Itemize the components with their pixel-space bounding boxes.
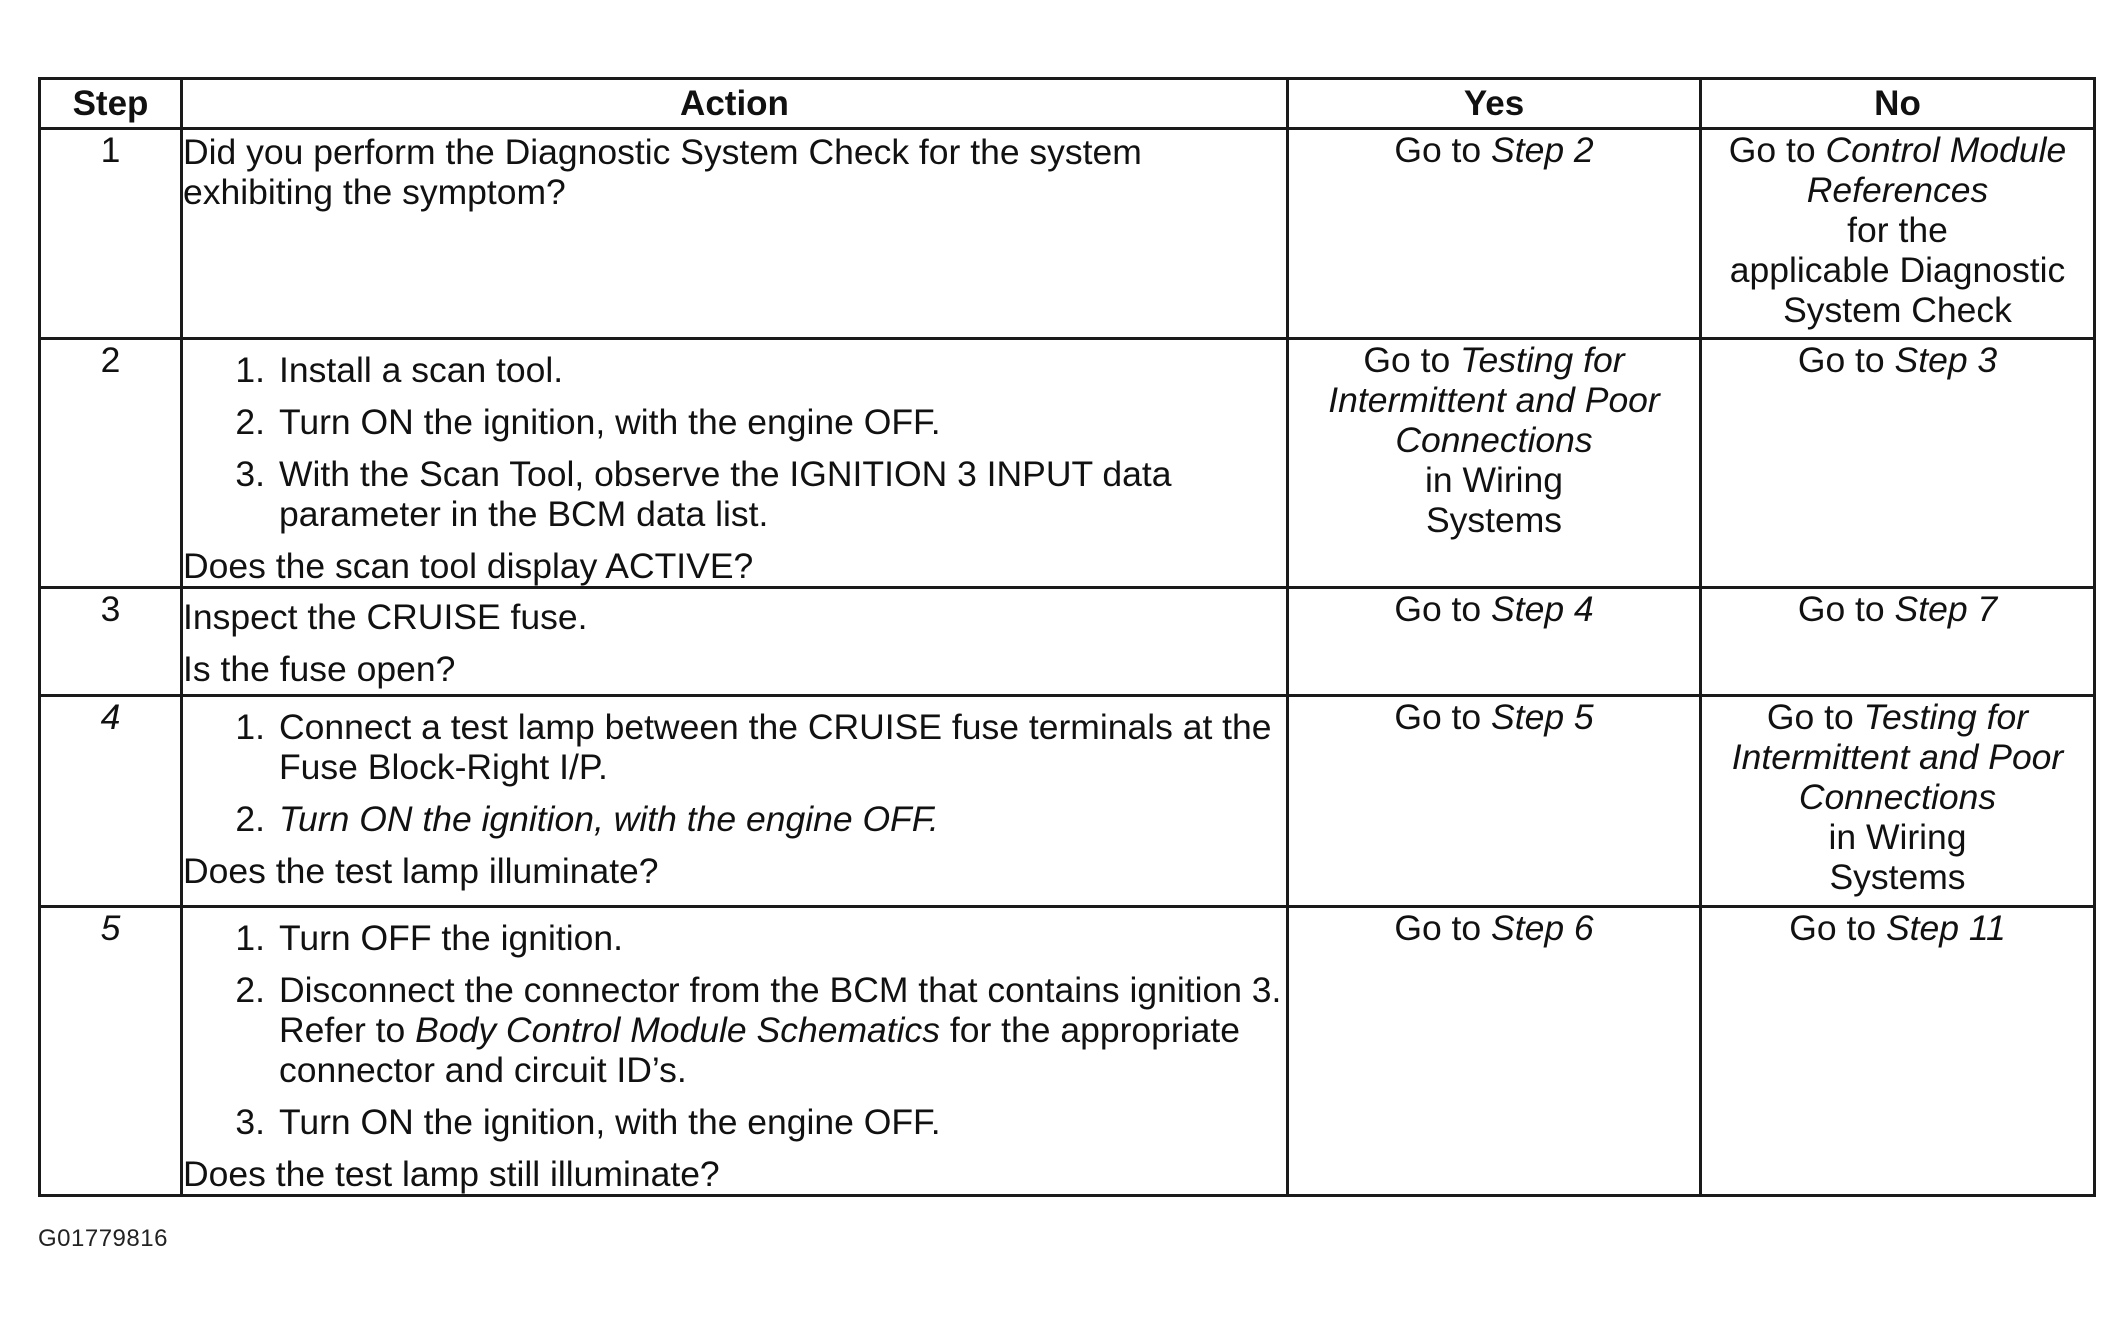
yes-prefix: Go to (1394, 908, 1492, 948)
list-text: Turn ON the ignition, with the engine OFF. (279, 799, 939, 839)
list-text (279, 970, 1286, 1090)
list-number: 1. (235, 707, 265, 747)
list-text: Install a scan tool. (279, 350, 564, 390)
yes-link[interactable]: Step 6 (1491, 908, 1594, 948)
no-text: for the (1847, 210, 1948, 250)
list-text: Connect a test lamp between the CRUISE fuse terminals at the Fuse Block-Right I/P. (279, 707, 1272, 787)
yes-cell (1288, 129, 1701, 339)
list-item (183, 970, 1286, 1090)
no-prefix: Go to (1797, 340, 1895, 380)
step-number: 5 (40, 907, 182, 1196)
list-item (183, 454, 1286, 534)
yes-text: Systems (1425, 500, 1563, 540)
no-cell (1701, 588, 2095, 696)
list-text-part: for the appropriate connector and circuit ID’s. (279, 1010, 1240, 1090)
procedure-list (183, 918, 1286, 1142)
no-link-cont[interactable]: Intermittent and Poor (1731, 737, 2064, 777)
list-number: 1. (235, 918, 265, 958)
no-cell (1701, 339, 2095, 588)
no-text: in Wiring (1828, 817, 1967, 857)
list-number: 3. (235, 454, 265, 494)
yes-cell (1288, 907, 1701, 1196)
list-text: Turn ON the ignition, with the engine OFF. (279, 402, 941, 442)
procedure-list (183, 350, 1286, 534)
yes-link-cont[interactable]: Intermittent and Poor (1328, 380, 1660, 420)
figure-id: G01779816 (38, 1225, 168, 1252)
header-no: No (1701, 79, 2095, 129)
yes-link[interactable]: Step 4 (1491, 589, 1594, 629)
list-text: Turn ON the ignition, with the engine OFF. (279, 1102, 941, 1142)
list-number: 2. (235, 970, 265, 1010)
no-link[interactable]: Step 7 (1894, 589, 1998, 629)
no-link[interactable]: Control Module (1825, 130, 2067, 170)
list-text: With the Scan Tool, observe the IGNITION 3 INPUT data parameter in the BCM data list. (279, 454, 1172, 534)
yes-prefix: Go to (1394, 130, 1492, 170)
action-cell (182, 696, 1288, 907)
no-cell (1701, 696, 2095, 907)
header-row (40, 79, 2095, 129)
yes-text: in Wiring (1424, 460, 1564, 500)
no-prefix: Go to (1728, 130, 1826, 170)
yes-link[interactable]: Testing for (1460, 340, 1625, 380)
no-link-cont[interactable]: References (1806, 170, 1989, 210)
no-prefix: Go to (1766, 697, 1864, 737)
no-cell (1701, 129, 2095, 339)
no-text: applicable Diagnostic (1729, 250, 2066, 290)
list-text: Turn OFF the ignition. (279, 918, 623, 958)
table-row (40, 339, 2095, 588)
table-row (40, 588, 2095, 696)
action-cell (182, 339, 1288, 588)
no-link[interactable]: Testing for (1863, 697, 2029, 737)
list-item (183, 918, 1286, 958)
action-cell (182, 129, 1288, 339)
step-number: 4 (40, 696, 182, 907)
list-number: 3. (235, 1102, 265, 1142)
table-row (40, 129, 2095, 339)
no-link[interactable]: Step 11 (1885, 908, 2006, 948)
list-item (183, 707, 1286, 787)
list-item (183, 350, 1286, 390)
step-number: 2 (40, 339, 182, 588)
action-text: Inspect the CRUISE fuse. (183, 597, 588, 637)
header-action: Action (182, 79, 1288, 129)
list-number: 2. (235, 799, 265, 839)
list-item (183, 402, 1286, 442)
step-number: 1 (40, 129, 182, 339)
no-link[interactable]: Step 3 (1894, 340, 1998, 380)
action-cell (182, 588, 1288, 696)
schematic-link[interactable]: Body Control Module Schematics (415, 1010, 941, 1050)
list-number: 2. (235, 402, 265, 442)
table-row (40, 696, 2095, 907)
no-text: Systems (1829, 857, 1966, 897)
header-yes: Yes (1288, 79, 1701, 129)
no-link-cont[interactable]: Connections (1798, 777, 1997, 817)
yes-prefix: Go to (1394, 697, 1492, 737)
question-text: Does the test lamp illuminate? (183, 851, 659, 891)
question-text: Is the fuse open? (183, 649, 456, 689)
procedure-list (183, 707, 1286, 839)
list-number: 1. (235, 350, 265, 390)
no-text: System Check (1783, 290, 2012, 330)
step-number: 3 (40, 588, 182, 696)
list-item (183, 1102, 1286, 1142)
yes-link[interactable]: Step 5 (1491, 697, 1594, 737)
action-text: Did you perform the Diagnostic System Check for the system exhibiting the symptom? (183, 132, 1142, 212)
yes-cell (1288, 696, 1701, 907)
no-prefix: Go to (1797, 589, 1895, 629)
list-text-part: Disconnect the connector from the BCM that contains ignition 3. Refer to (279, 970, 1282, 1050)
yes-cell (1288, 339, 1701, 588)
question-text: Does the scan tool display ACTIVE? (183, 546, 754, 586)
yes-link[interactable]: Step 2 (1491, 130, 1594, 170)
yes-link-cont[interactable]: Connections (1395, 420, 1593, 460)
list-item (183, 799, 1286, 839)
header-step: Step (40, 79, 182, 129)
no-prefix: Go to (1789, 908, 1886, 948)
yes-cell (1288, 588, 1701, 696)
yes-prefix: Go to (1394, 589, 1492, 629)
action-cell (182, 907, 1288, 1196)
yes-prefix: Go to (1363, 340, 1461, 380)
no-cell (1701, 907, 2095, 1196)
diagnostic-table (38, 77, 2096, 1197)
question-text: Does the test lamp still illuminate? (183, 1154, 720, 1194)
table-row (40, 907, 2095, 1196)
